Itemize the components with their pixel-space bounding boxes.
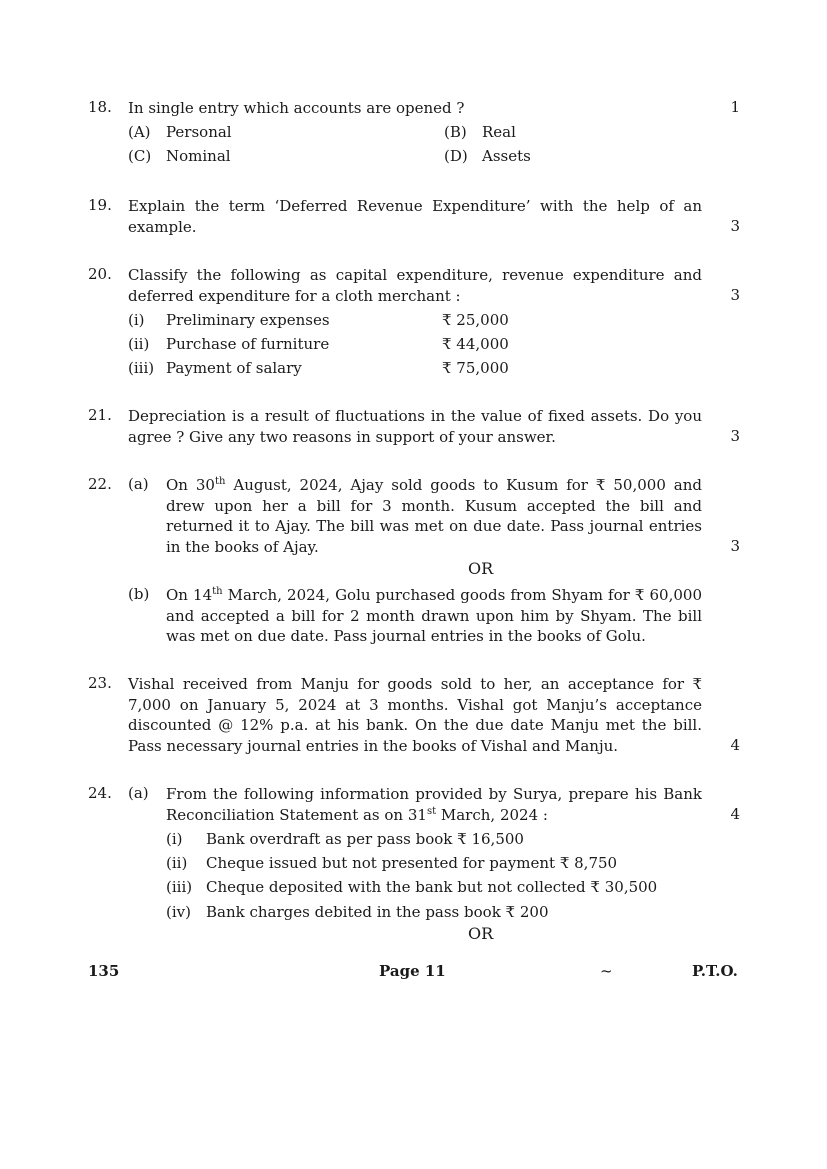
item-i: (i) Preliminary expenses ₹ 25,000 xyxy=(128,311,509,329)
option-b: (B) Real xyxy=(444,123,516,141)
question-text: Classify the following as capital expenditure, revenue expenditure and deferred expenditure for a cloth merchant : xyxy=(128,266,702,305)
or-separator: OR xyxy=(468,924,494,943)
question-number: 20. xyxy=(88,265,112,283)
question-20 xyxy=(88,265,740,380)
option-d: (D) Assets xyxy=(444,147,531,165)
question-number: 19. xyxy=(88,196,112,214)
item-ii: (ii) Purchase of furniture ₹ 44,000 xyxy=(128,335,509,353)
marks: 3 xyxy=(730,427,740,445)
question-24 xyxy=(88,784,740,949)
part-a-text: From the following information provided by Surya, prepare his Bank Reconciliation Statement as on 31st March, 2024 : xyxy=(166,785,702,824)
part-b-label: (b) xyxy=(128,585,150,603)
marks: 1 xyxy=(730,98,740,116)
part-a-label: (a) xyxy=(128,475,149,493)
item-ii: (ii) Cheque issued but not presented for payment ₹ 8,750 xyxy=(166,854,618,872)
question-text: Explain the term ‘Deferred Revenue Expenditure’ with the help of an example. xyxy=(128,197,702,236)
option-c: (C) Nominal xyxy=(128,147,231,165)
question-18 xyxy=(88,98,740,168)
option-a: (A) Personal xyxy=(128,123,232,141)
paper-code: 135 xyxy=(88,962,120,980)
question-number: 18. xyxy=(88,98,112,116)
item-iv: (iv) Bank charges debited in the pass book ₹ 200 xyxy=(166,903,549,921)
item-iii: (iii) Cheque deposited with the bank but not collected ₹ 30,500 xyxy=(166,878,658,896)
question-21 xyxy=(88,406,740,450)
question-number: 21. xyxy=(88,406,112,424)
tilde-mark: ~ xyxy=(600,962,613,980)
item-iii: (iii) Payment of salary ₹ 75,000 xyxy=(128,359,509,377)
question-number: 24. xyxy=(88,784,112,802)
part-a-label: (a) xyxy=(128,784,149,802)
marks: 4 xyxy=(730,805,740,823)
question-number: 23. xyxy=(88,674,112,692)
question-text: In single entry which accounts are opened ? xyxy=(128,99,465,117)
or-separator: OR xyxy=(468,559,494,578)
item-i: (i) Bank overdraft as per pass book ₹ 16,500 xyxy=(166,830,524,848)
page-number: Page 11 xyxy=(379,962,446,980)
marks: 4 xyxy=(730,736,740,754)
marks: 3 xyxy=(730,537,740,555)
part-b-text: On 14th March, 2024, Golu purchased goods from Shyam for ₹ 60,000 and accepted a bill for 2 month drawn upon him by Shyam. The bill was met on due date. Pass journal entries in the books of Golu. xyxy=(166,586,702,645)
question-number: 22. xyxy=(88,475,112,493)
question-23 xyxy=(88,674,740,760)
pto-label: P.T.O. xyxy=(692,962,738,980)
question-22 xyxy=(88,475,740,645)
question-text: Depreciation is a result of fluctuations in the value of fixed assets. Do you agree ? Give any two reasons in support of your answer. xyxy=(128,407,702,446)
marks: 3 xyxy=(730,286,740,304)
marks: 3 xyxy=(730,217,740,235)
part-a-text: On 30th August, 2024, Ajay sold goods to Kusum for ₹ 50,000 and drew upon her a bill for 3 month. Kusum accepted the bill and returned it to Ajay. The bill was met on due date. Pass journal entries in the books of Ajay. xyxy=(166,476,702,556)
question-19 xyxy=(88,196,740,240)
question-text: Vishal received from Manju for goods sold to her, an acceptance for ₹ 7,000 on January 5, 2024 at 3 months. Vishal got Manju’s acceptance discounted @ 12% p.a. at his bank. On the due date Manju met the bill. Pass necessary journal entries in the books of Vishal and Manju. xyxy=(128,675,702,755)
